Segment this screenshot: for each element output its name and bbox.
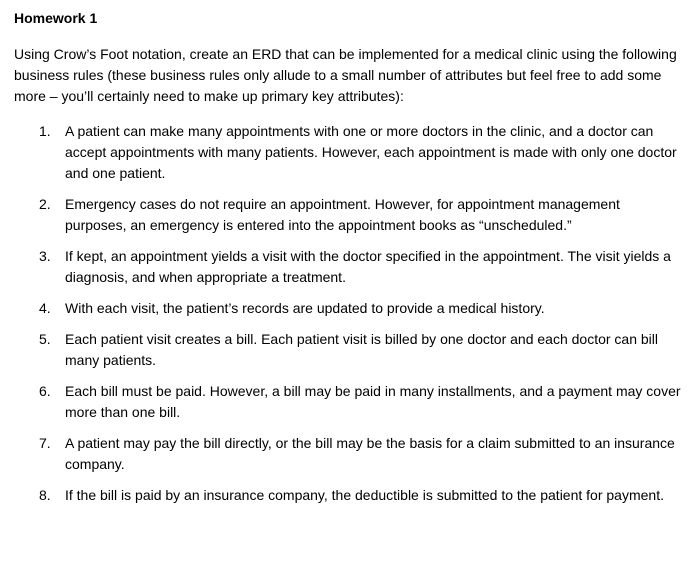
rule-text: Emergency cases do not require an appointment. However, for appointment management purposes, an emergency is entered into the appointment books as “unscheduled.”	[65, 196, 620, 233]
rule-text: If kept, an appointment yields a visit with the doctor specified in the appointment. The visit yields a diagnosis, and when appropriate a treatment.	[65, 248, 671, 285]
business-rule	[14, 298, 685, 319]
rule-number: 2.	[39, 196, 51, 212]
rule-number: 1.	[39, 123, 51, 139]
rule-text: With each visit, the patient’s records are updated to provide a medical history.	[65, 300, 545, 316]
business-rule	[14, 121, 685, 184]
intro-paragraph: Using Crow’s Foot notation, create an ERD that can be implemented for a medical clinic using the following business rules (these business rules only allude to a small number of attributes but feel free to add some more – you’ll certainly need to make up primary key attributes):	[14, 46, 677, 104]
rule-text: A patient can make many appointments with one or more doctors in the clinic, and a doctor can accept appointments with many patients. However, each appointment is made with only one doctor and one patient.	[65, 123, 677, 181]
rule-text: Each bill must be paid. However, a bill may be paid in many installments, and a payment may cover more than one bill.	[65, 383, 681, 420]
rule-number: 6.	[39, 383, 51, 399]
rule-number: 5.	[39, 331, 51, 347]
rule-number: 7.	[39, 435, 51, 451]
business-rule	[14, 485, 685, 506]
rule-number: 3.	[39, 248, 51, 264]
business-rule	[14, 246, 685, 288]
business-rule	[14, 194, 685, 236]
document-title: Homework 1	[14, 10, 98, 26]
business-rules-list	[14, 121, 688, 506]
business-rule	[14, 381, 685, 423]
rule-text: If the bill is paid by an insurance company, the deductible is submitted to the patient for payment.	[65, 487, 664, 503]
rule-text: A patient may pay the bill directly, or the bill may be the basis for a claim submitted to an insurance company.	[65, 435, 675, 472]
rule-text: Each patient visit creates a bill. Each patient visit is billed by one doctor and each doctor can bill many patients.	[65, 331, 658, 368]
business-rule	[14, 329, 685, 371]
rule-number: 4.	[39, 300, 51, 316]
business-rule	[14, 433, 685, 475]
rule-number: 8.	[39, 487, 51, 503]
